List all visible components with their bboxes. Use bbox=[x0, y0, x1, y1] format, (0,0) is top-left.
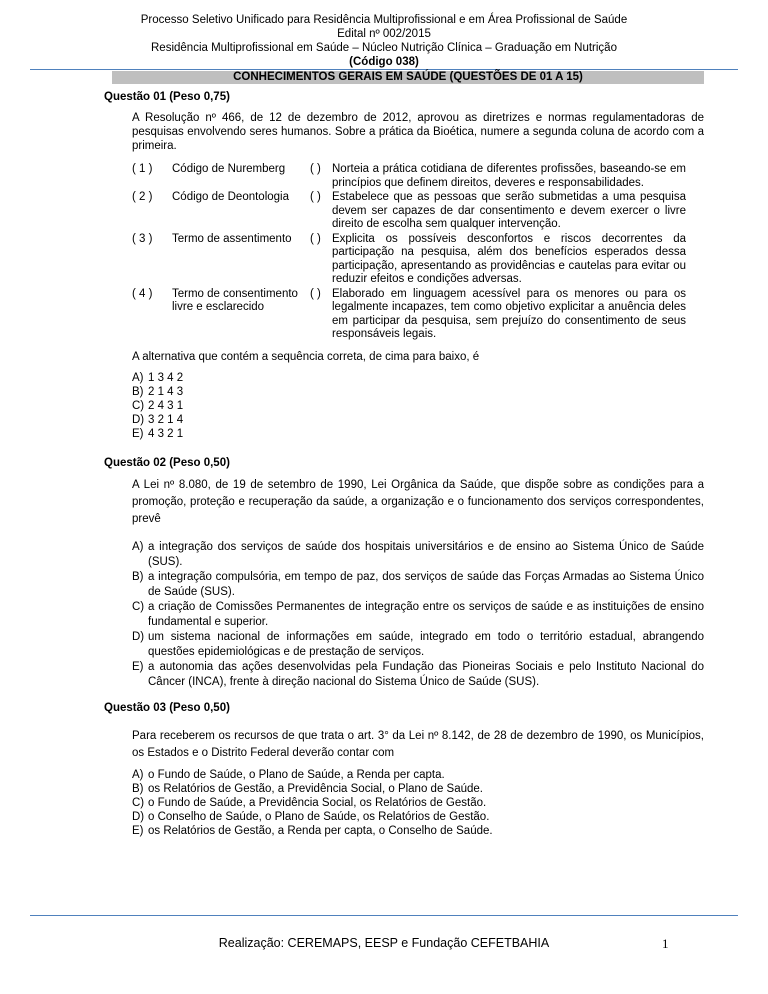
option-text: os Relatórios de Gestão, a Previdência Social, o Plano de Saúde. bbox=[148, 782, 483, 795]
option-letter: D) bbox=[132, 413, 145, 426]
option-text: um sistema nacional de informações em saúde, integrado em todo o território estadual, abrangendo questões epidemiológicas e de prestação de serviços. bbox=[148, 630, 704, 658]
matching-number: ( 1 ) bbox=[132, 163, 153, 175]
header-line-1: Processo Seletivo Unificado para Residência Multiprofissional e em Área Profissional de Saúde bbox=[140, 14, 628, 26]
q2-stem: A Lei nº 8.080, de 19 de setembro de 1990, Lei Orgânica da Saúde, que dispõe sobre as condições para a promoção, proteção e recuperação da saúde, a organização e o funcionamento dos serviços correspondentes, prevê bbox=[132, 478, 704, 525]
q3-title: Questão 03 (Peso 0,50) bbox=[104, 701, 230, 714]
matching-number: ( 3 ) bbox=[132, 232, 153, 245]
option-text: o Conselho de Saúde, o Plano de Saúde, os Relatórios de Gestão. bbox=[148, 810, 490, 823]
option-letter: C) bbox=[132, 600, 145, 613]
matching-number: ( 4 ) bbox=[132, 287, 153, 300]
footer-divider bbox=[30, 915, 738, 916]
q2-option bbox=[132, 540, 704, 570]
option-letter: A) bbox=[132, 768, 144, 781]
option-letter: C) bbox=[132, 399, 145, 412]
header-line-4: (Código 038) bbox=[349, 56, 419, 68]
matching-term: Termo de consentimento livre e esclarecido bbox=[172, 287, 298, 313]
q1-matching-row bbox=[132, 233, 686, 288]
q1-option bbox=[132, 427, 704, 441]
q3-stem-wrap bbox=[132, 728, 704, 762]
q2-title: Questão 02 (Peso 0,50) bbox=[104, 456, 230, 469]
option-letter: E) bbox=[132, 660, 144, 673]
option-letter: D) bbox=[132, 630, 145, 643]
q1-matching-table bbox=[132, 163, 686, 343]
option-text: a criação de Comissões Permanentes de integração entre os serviços de saúde e as instituições de ensino fundamental e superior. bbox=[148, 600, 704, 628]
option-text: o Fundo de Saúde, o Plano de Saúde, a Renda per capta. bbox=[148, 768, 445, 781]
q1-question: A alternativa que contém a sequência correta, de cima para baixo, é bbox=[132, 350, 480, 363]
q3-option bbox=[132, 824, 704, 838]
option-text: a integração compulsória, em tempo de paz, dos serviços de saúde das Forças Armadas ao Sistema Único de Saúde (SUS). bbox=[148, 570, 704, 598]
matching-blank: ( ) bbox=[310, 287, 321, 300]
q1-option bbox=[132, 413, 704, 427]
matching-blank: ( ) bbox=[310, 163, 321, 175]
option-letter: D) bbox=[132, 810, 145, 823]
q1-option bbox=[132, 371, 704, 385]
q3-option bbox=[132, 768, 704, 782]
q1-matching-row bbox=[132, 288, 686, 343]
matching-blank: ( ) bbox=[310, 232, 321, 245]
q3-options bbox=[132, 768, 704, 838]
page-number: 1 bbox=[662, 936, 669, 951]
section-title: CONHECIMENTOS GERAIS EM SAÚDE (QUESTÕES DE 01 A 15) bbox=[112, 71, 704, 84]
q2-option bbox=[132, 600, 704, 630]
header-line-2: Edital nº 002/2015 bbox=[337, 28, 431, 40]
q3-option bbox=[132, 810, 704, 824]
option-text: 2 4 3 1 bbox=[148, 399, 184, 412]
matching-blank: ( ) bbox=[310, 191, 321, 203]
header-line-3: Residência Multiprofissional em Saúde – Núcleo Nutrição Clínica – Graduação em Nutrição bbox=[151, 42, 617, 54]
q1-title: Questão 01 (Peso 0,75) bbox=[104, 91, 230, 103]
matching-number: ( 2 ) bbox=[132, 191, 153, 203]
matching-description: Estabelece que as pessoas que serão submetidas a uma pesquisa devem ser capazes de dar consentimento e devem exercer o livre direito de escolha sem qualquer intervenção. bbox=[332, 191, 686, 230]
matching-term: Código de Nuremberg bbox=[172, 163, 286, 175]
option-text: 2 1 4 3 bbox=[148, 385, 184, 398]
q2-options bbox=[132, 540, 704, 690]
q3-option bbox=[132, 782, 704, 796]
matching-description: Norteia a prática cotidiana de diferentes profissões, baseando-se em princípios que definem direitos, deveres e responsabilidades. bbox=[332, 163, 686, 189]
matching-description: Explicita os possíveis desconfortos e riscos decorrentes da participação na pesquisa, além dos benefícios esperados dessa participação, apresentando as providências e cautelas para evitar ou reduzir efeitos e condições adversas. bbox=[332, 232, 686, 285]
q3-stem: Para receberem os recursos de que trata o art. 3° da Lei nº 8.142, de 28 de dezembro de 1990, os Municípios, os Estados e o Distrito Federal deverão contar com bbox=[132, 729, 704, 759]
option-text: o Fundo de Saúde, a Previdência Social, os Relatórios de Gestão. bbox=[148, 796, 487, 809]
option-letter: C) bbox=[132, 796, 145, 809]
option-letter: A) bbox=[132, 371, 144, 384]
q1-stem-wrap bbox=[132, 111, 704, 153]
footer-text: Realização: CEREMAPS, EESP e Fundação CEFETBAHIA bbox=[218, 936, 550, 950]
q2-option bbox=[132, 630, 704, 660]
header-divider bbox=[30, 69, 738, 70]
option-text: a integração dos serviços de saúde dos hospitais universitários e de ensino ao Sistema Único de Saúde (SUS). bbox=[148, 540, 704, 568]
q3-option bbox=[132, 796, 704, 810]
q1-option bbox=[132, 399, 704, 413]
matching-term: Código de Deontologia bbox=[172, 191, 290, 203]
q1-options bbox=[132, 371, 704, 441]
option-text: 3 2 1 4 bbox=[148, 413, 184, 426]
q2-option bbox=[132, 660, 704, 690]
option-letter: E) bbox=[132, 427, 144, 440]
option-text: os Relatórios de Gestão, a Renda per capta, o Conselho de Saúde. bbox=[148, 824, 493, 837]
option-letter: B) bbox=[132, 570, 144, 583]
questions-content bbox=[104, 91, 704, 838]
matching-term: Termo de assentimento bbox=[172, 232, 292, 245]
option-text: 1 3 4 2 bbox=[148, 371, 184, 384]
option-text: a autonomia das ações desenvolvidas pela Fundação das Pioneiras Sociais e pelo Instituto Nacional do Câncer (INCA), frente à direção nacional do Sistema Único de Saúde (SUS). bbox=[148, 660, 704, 688]
option-letter: E) bbox=[132, 824, 144, 837]
q1-option bbox=[132, 385, 704, 399]
option-letter: B) bbox=[132, 782, 144, 795]
option-letter: B) bbox=[132, 385, 144, 398]
q1-matching-row bbox=[132, 163, 686, 191]
matching-description: Elaborado em linguagem acessível para os menores ou para os legalmente incapazes, tem como objetivo explicitar a anuência deles em participar da pesquisa, sem prejuízo do consentimento de seus responsáveis legais. bbox=[332, 287, 686, 340]
q2-stem-wrap bbox=[132, 477, 704, 528]
q1-stem: A Resolução nº 466, de 12 de dezembro de 2012, aprovou as diretrizes e normas regulamentadoras de pesquisas envolvendo seres humanos. Sobre a prática da Bioética, numere a segunda coluna de acordo com a primeira. bbox=[132, 112, 704, 152]
q1-matching-row bbox=[132, 191, 686, 233]
option-text: 4 3 2 1 bbox=[148, 427, 184, 440]
option-letter: A) bbox=[132, 540, 144, 553]
q2-option bbox=[132, 570, 704, 600]
